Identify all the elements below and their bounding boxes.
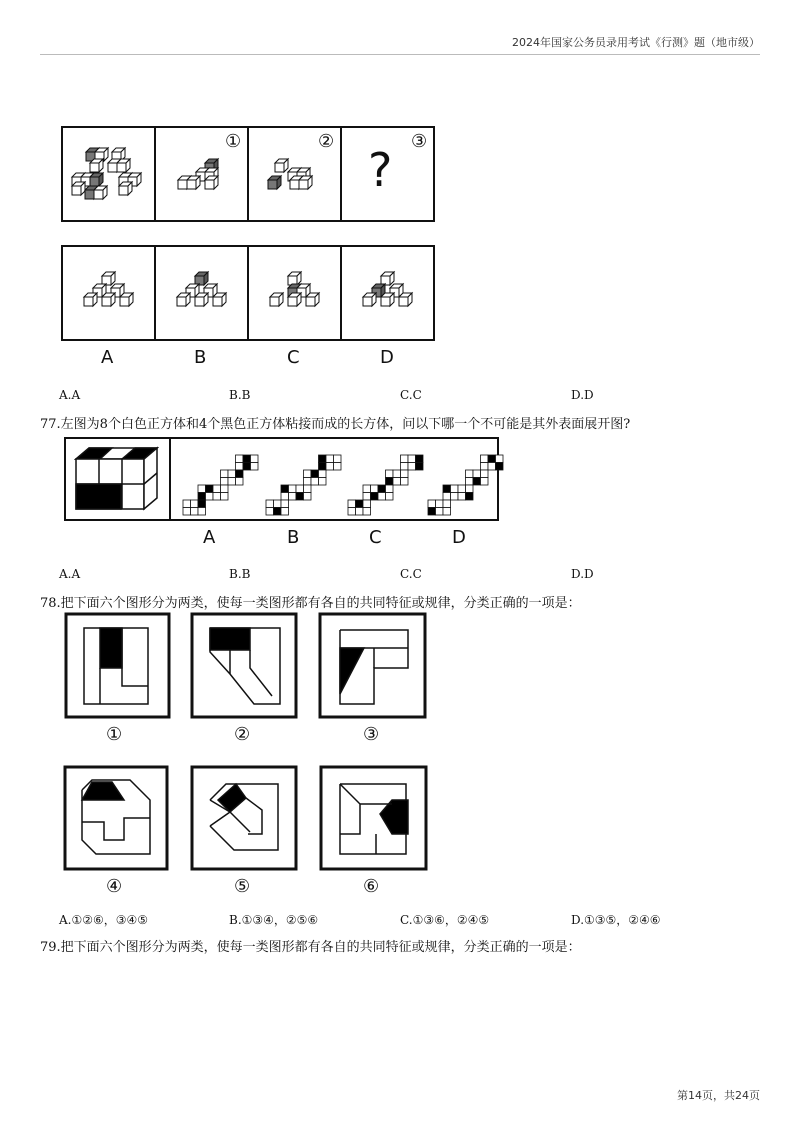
q78-option-a[interactable]: A.①②⑥，③④⑤: [59, 913, 149, 927]
q78-label-6: ⑥: [363, 876, 380, 897]
q78-label-4: ④: [106, 876, 123, 897]
q77-label-b: B: [287, 527, 300, 548]
q76-option-a[interactable]: A.A: [59, 388, 81, 402]
q78-label-3: ③: [363, 724, 380, 745]
q77-label-d: D: [452, 527, 466, 548]
q76-mark-1: ①: [225, 131, 242, 152]
q78-option-c[interactable]: C.①③⑥，②④⑤: [400, 913, 490, 927]
q77-option-b[interactable]: B.B: [229, 567, 251, 581]
q76-mark-3: ③: [411, 131, 428, 152]
q76-label-d: D: [380, 347, 394, 368]
q76-option-b[interactable]: B.B: [229, 388, 251, 402]
q78-label-2: ②: [234, 724, 251, 745]
q79-question-text: 79.把下面六个图形分为两类，使每一类图形都有各自的共同特征或规律，分类正确的一项是：: [40, 940, 581, 955]
q77-label-c: C: [369, 527, 382, 548]
q78-label-1: ①: [106, 724, 123, 745]
q78-question-text: 78.把下面六个图形分为两类，使每一类图形都有各自的共同特征或规律，分类正确的一项是：: [40, 596, 581, 611]
q77-label-a: A: [203, 527, 216, 548]
q78-option-b[interactable]: B.①③④，②⑤⑥: [229, 913, 319, 927]
q77-option-c[interactable]: C.C: [400, 567, 422, 581]
q76-label-a: A: [101, 347, 114, 368]
q76-label-b: B: [194, 347, 207, 368]
page-footer: 第14页，共24页: [677, 1089, 760, 1102]
q78-label-5: ⑤: [234, 876, 251, 897]
q76-option-c[interactable]: C.C: [400, 388, 422, 402]
q76-option-d[interactable]: D.D: [571, 388, 594, 402]
q78-option-d[interactable]: D.①③⑤，②④⑥: [571, 913, 661, 927]
q77-question-text: 77.左图为8个白色正方体和4个黑色正方体粘接而成的长方体，问以下哪一个不可能是其外表面展开图?: [40, 417, 631, 432]
q76-mark-2: ②: [318, 131, 335, 152]
q76-label-c: C: [287, 347, 300, 368]
q76-question-mark: ?: [368, 143, 393, 197]
page-header: 2024年国家公务员录用考试《行测》题（地市级）: [512, 36, 760, 49]
q77-option-a[interactable]: A.A: [59, 567, 81, 581]
q77-option-d[interactable]: D.D: [571, 567, 594, 581]
